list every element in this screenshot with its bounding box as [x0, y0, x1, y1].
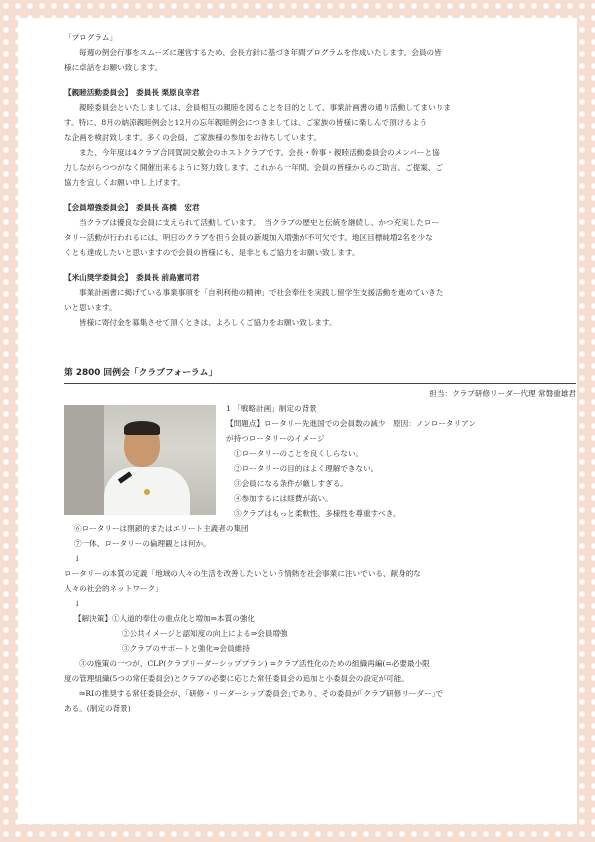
yoneyama-line: いと思います。 — [64, 303, 117, 312]
solution-line: ③クラブのサポートと強化⇒会員維持 — [122, 644, 250, 653]
forum-list-item: ⑦一体、ロータリーの倫理観とは何か。 — [74, 539, 211, 548]
forum-line: ①ロータリーのことを良くしらない。 — [234, 449, 364, 458]
forum-right-column — [226, 401, 576, 521]
main-content — [64, 30, 576, 716]
yoneyama-line: 事業計画書に掲げている事業事項を「自利利他の精神」で社会奉仕を実践し留学生支援活動を進めていきた — [79, 288, 444, 297]
definition-line: 人々の社会的ネットワーク」 — [64, 584, 163, 593]
meeting-title: 第 2800 回例会「クラブフォーラム」 — [64, 366, 576, 384]
forum-line: ②ロータリーの目的はよく理解できない。 — [234, 464, 379, 473]
forum-section — [64, 401, 576, 521]
shinboku-line: 力しながらつつがなく開催出来るように努力致します。これから一年間、会員の皆様からのご助言、ご提案、ご — [64, 163, 443, 172]
shinboku-heading: 【親睦活動委員会】 委員長 栗原良幸君 — [64, 88, 200, 97]
solution-line: 【解決策】①人道的奉仕の重点化と増加⇒本質の強化 — [74, 614, 256, 623]
program-section — [64, 30, 576, 75]
zokyo-line: くとも達成したいと思いますので会員の皆様にも、是非ともご協力をお願い致します。 — [64, 248, 360, 257]
forum-line: ④参加するには経費が高い。 — [234, 494, 333, 503]
forum-line: ③会員になる条件が厳しすぎる。 — [234, 479, 348, 488]
definition-line: ロータリーの本質の定義「地域の人々の生活を改善したいという情熱を社会事業に注いでいる、献身的な — [64, 569, 421, 578]
shinboku-line: 協力を宜しくお願い申し上げます。 — [64, 178, 185, 187]
zokyo-section — [64, 200, 576, 260]
program-line: 毎週の例会行事をスムーズに運営するため、会長方針に基づき年間プログラムを作成いたします。会員の皆 — [79, 48, 442, 57]
zokyo-line: 当クラブは優良な会員に支えられて活動しています。 当クラブの歴史と伝統を継続し、かつ充実したロー — [79, 218, 440, 227]
closing-line: 度の管理組織(5つの常任委員会)とクラブの必要に応じた常任委員会の追加と小委員会の設定が可能。 — [64, 674, 409, 683]
speaker-photo — [64, 405, 216, 515]
forum-line: 【問題点】ロータリー先進国での会員数の減少 原因：ノンロータリアン — [226, 419, 476, 428]
shinboku-line: また、今年度は4クラブ合同賀詞交歓会のホストクラブです。会長・幹事・親睦活動委員会のメンバーと協 — [79, 148, 440, 157]
closing-line: ③の施策の一つが、CLP(クラブリーダーシッププラン) =クラブ活性化のための組織再編(=必要最小限 — [79, 659, 430, 668]
forum-list-item: ⑥ロータリーは閉鎖的またはエリート主義者の集団 — [74, 524, 249, 533]
closing-line: ある。(制定の背景) — [64, 704, 131, 713]
zokyo-heading: 【会員増強委員会】 委員長 髙橋 宏君 — [64, 203, 200, 212]
shinboku-line: な企画を検討致します。多くの会員、ご家族様の参加をお待ちしています。 — [64, 133, 321, 142]
forum-line: 1 「戦略計画」制定の背景 — [226, 404, 317, 413]
zokyo-line: タリー活動が行われるには、明日のクラブを担う会員の新規加入増強が不可欠です。地区目標純増2名を少な — [64, 233, 433, 242]
solution-line: ②公共イメージと認知度の向上による⇒会員増強 — [122, 629, 288, 638]
yoneyama-section — [64, 270, 576, 330]
page-sheet — [18, 18, 577, 824]
down-arrow: ↓ — [74, 554, 81, 563]
program-heading: 「プログラム」 — [64, 33, 118, 42]
forum-line: が持つロータリーのイメージ — [226, 434, 325, 443]
shinboku-line: 親睦委員会といたしましては、会員相互の親睦を図ることを目的として、事業計画書の通り活動してまいりま — [79, 103, 451, 112]
forum-line: ⑤クラブはもっと柔軟性、多様性を尊重すべき。 — [234, 509, 401, 518]
yoneyama-line: 皆様に寄付金を募集させて頂くときは、よろしくご協力をお願い致します。 — [79, 318, 337, 327]
shinboku-section — [64, 85, 576, 190]
closing-line: ⇒RIの推奨する常任委員会が、｢研修・リーダーシップ委員会｣であり、その委員が｢クラブ研修リーダー｣で — [79, 689, 444, 698]
program-line: 様に卓話をお願い致します。 — [64, 63, 163, 72]
presenter-line: 担当：クラブ研修リーダー代理 常磐重雄君 — [429, 389, 576, 398]
shinboku-line: す。特に、8月の納涼親睦例会と12月の忘年親睦例会につきましては、ご家族の皆様に楽しんで頂けるよう — [64, 118, 428, 127]
down-arrow: ↓ — [74, 599, 81, 608]
yoneyama-heading: 【米山奨学委員会】 委員長 前島憲司君 — [64, 273, 200, 282]
